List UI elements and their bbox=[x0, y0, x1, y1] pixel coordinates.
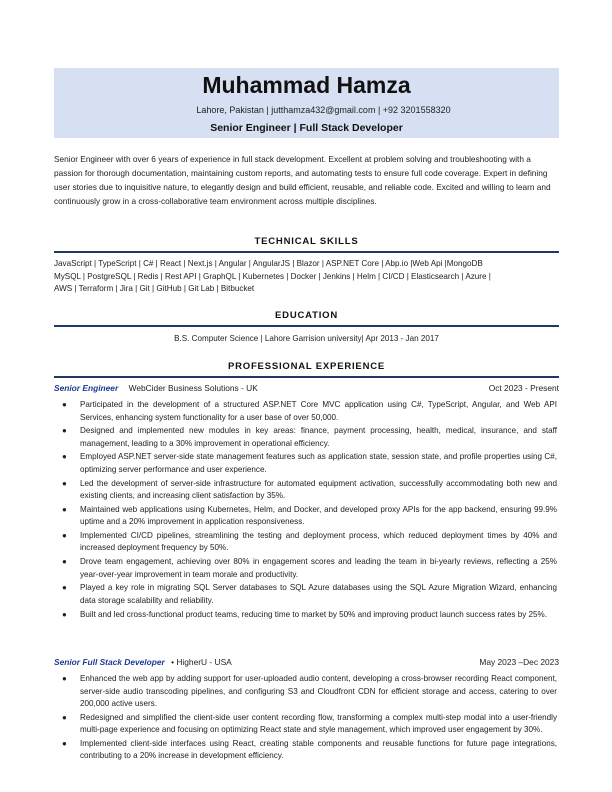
list-item: ● Employed ASP.NET server-side state management features such as application state, session state, and profile properties using C#, optimizing server performance and user experience. bbox=[62, 452, 557, 474]
job-header bbox=[54, 657, 559, 669]
list-item: ● Implemented client-side interfaces using React, creating stable components and reusable functions for future page integrations, contributing to a 20% increase in development efficiency. bbox=[62, 738, 557, 761]
job-company: WebCider Business Solutions - UK bbox=[128, 383, 258, 393]
bullet-icon: ● bbox=[62, 712, 67, 722]
skills-line: AWS | Terraform | Jira | Git | GitHub | Git Lab | Bitbucket bbox=[54, 284, 255, 294]
contact-info: Lahore, Pakistan | jutthamza432@gmail.com | +92 3201558320 bbox=[196, 105, 451, 115]
bullet-icon: ● bbox=[62, 426, 67, 436]
summary-paragraph: Senior Engineer with over 6 years of experience in full stack development. Excellent at problem solving and troubleshooting with a passion for thorough documentation, maintaining custom reports, and automating tests to ensure full code coverage. Expert in defining user stories due to inquisitive nature, to elegantly design and build efficient, reusable, and reliable code. Excited and willing to learn and continuously grow in a cross-collaborative team environment across multiple disciplines. bbox=[54, 154, 551, 207]
bullet-icon: ● bbox=[62, 452, 67, 462]
list-item: ● Enhanced the web app by adding support for user-uploaded audio content, developing a cross-browser recording React component, server-side audio transcoding pipelines, and configuring S3 and Cloudfront CDN for efficient storage and access, catering to over 200,000 active users. bbox=[62, 674, 557, 708]
list-item: ● Maintained web applications using Kubernetes, Helm, and Docker, and developed proxy APIs for the app backend, ensuring 99.9% uptime and a 20% improvement in application responsiveness. bbox=[62, 504, 557, 527]
education-divider bbox=[54, 325, 559, 327]
job-header bbox=[54, 383, 559, 395]
candidate-name: Muhammad Hamza bbox=[202, 72, 411, 98]
job-bullets bbox=[62, 399, 557, 622]
list-item: ● Played a key role in migrating SQL Server databases to SQL Azure databases using the SQL Azure Migration Wizard, enhancing data storage scalability and reliability. bbox=[62, 583, 557, 605]
experience-section-title: PROFESSIONAL EXPERIENCE bbox=[227, 361, 386, 372]
job-bullets bbox=[62, 673, 557, 764]
bullet-icon: ● bbox=[62, 583, 67, 593]
skills-divider bbox=[54, 251, 559, 253]
bullet-icon: ● bbox=[62, 557, 67, 567]
job-company: • HigherU - USA bbox=[171, 657, 232, 667]
bullet-icon: ● bbox=[62, 530, 67, 540]
bullet-icon: ● bbox=[62, 478, 67, 488]
bullet-icon: ● bbox=[62, 674, 67, 683]
list-item: ● Redesigned and simplified the client-side user content recording flow, transforming a complex multi-step modal into a user-friendly multi-page experience and focusing on optimizing React state and style management, which improved user engagement by 30%. bbox=[62, 712, 557, 735]
bullet-icon: ● bbox=[62, 400, 67, 409]
education-entry: B.S. Computer Science | Lahore Garrision university| Apr 2013 - Jan 2017 bbox=[174, 334, 439, 343]
skills-section-title: TECHNICAL SKILLS bbox=[254, 236, 359, 247]
list-item: ● Designed and implemented new modules in key areas: finance, payment processing, health, medical, insurance, and staff management, leading to a 30% improvement in operational efficiency. bbox=[62, 426, 557, 448]
headline: Senior Engineer | Full Stack Developer bbox=[210, 122, 403, 134]
job-dates: May 2023 –Dec 2023 bbox=[479, 657, 559, 667]
list-item: ● Implemented CI/CD pipelines, streamlining the testing and deployment process, which reduced deployment times by 40% and increased deployment frequency by 50%. bbox=[62, 530, 557, 553]
list-item: ● Participated in the development of a structured ASP.NET Core MVC application using C#, TypeScript, Angular, and Web API Services, enhancing system functionality for a user base of over 50,000. bbox=[62, 400, 557, 422]
bullet-icon: ● bbox=[62, 504, 67, 514]
list-item: ● Drove team engagement, achieving over 80% in engagement scores and leading the team in bi-yearly reviews, reflecting a 25% year-over-year improvement in team morale and productivity. bbox=[62, 557, 557, 579]
experience-divider bbox=[54, 376, 559, 378]
list-item: ● Built and led cross-functional product teams, reducing time to market by 50% and improving product launch success rates by 25%. bbox=[80, 609, 557, 622]
skills-line: MySQL | PostgreSQL | Redis | Rest API | GraphQL | Kubernetes | Docker | Jenkins | Helm | CI/CD | Elasticsearch | Azure | bbox=[54, 271, 491, 281]
skills-list bbox=[54, 258, 559, 296]
resume-header bbox=[54, 68, 559, 138]
job-dates: Oct 2023 - Present bbox=[488, 383, 559, 393]
list-item: ● Led the development of server-side infrastructure for automated equipment activation, successfully accommodating both new and existing clients, and increasing client satisfaction by 35%. bbox=[62, 478, 557, 501]
education-section-title: EDUCATION bbox=[275, 310, 338, 321]
job-title: Senior Engineer bbox=[54, 383, 119, 393]
bullet-icon: ● bbox=[62, 609, 67, 619]
bullet-icon: ● bbox=[62, 738, 67, 748]
skills-line: JavaScript | TypeScript | C# | React | Next.js | Angular | AngularJS | Blazor | ASP.NET Core | Abp.io |Web Api |MongoDB bbox=[54, 259, 483, 268]
job-title: Senior Full Stack Developer bbox=[54, 657, 165, 667]
